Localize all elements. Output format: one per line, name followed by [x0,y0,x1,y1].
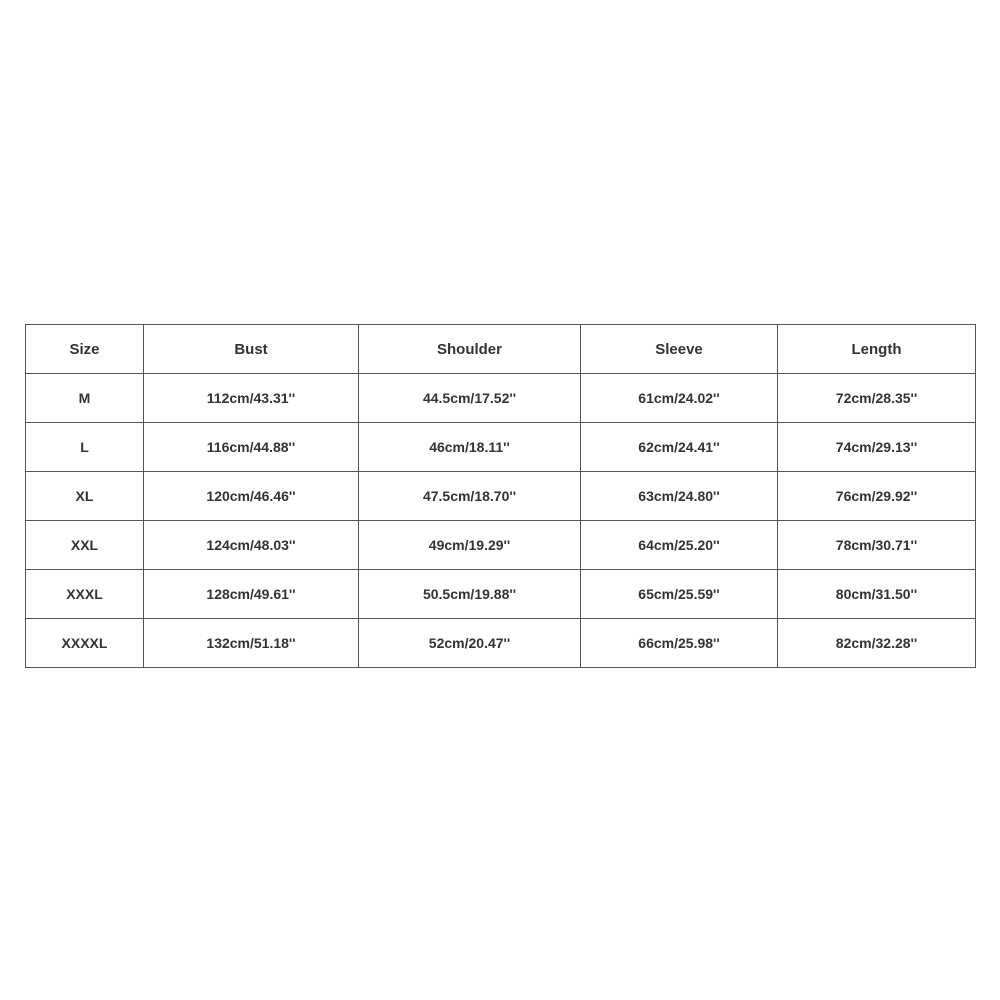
column-header-bust: Bust [144,325,359,374]
bust-cell: 116cm/44.88'' [144,423,359,472]
size-cell: XXXXL [26,619,144,668]
sleeve-cell: 65cm/25.59'' [581,570,778,619]
length-cell: 76cm/29.92'' [778,472,976,521]
size-chart-table [25,324,976,668]
shoulder-cell: 50.5cm/19.88'' [359,570,581,619]
shoulder-cell: 46cm/18.11'' [359,423,581,472]
column-header-sleeve: Sleeve [581,325,778,374]
sleeve-cell: 64cm/25.20'' [581,521,778,570]
table-body [26,374,976,668]
table-row [26,619,976,668]
size-cell: L [26,423,144,472]
table-row [26,423,976,472]
header-row [26,325,976,374]
bust-cell: 124cm/48.03'' [144,521,359,570]
length-cell: 72cm/28.35'' [778,374,976,423]
length-cell: 78cm/30.71'' [778,521,976,570]
bust-cell: 120cm/46.46'' [144,472,359,521]
shoulder-cell: 52cm/20.47'' [359,619,581,668]
column-header-size: Size [26,325,144,374]
sleeve-cell: 62cm/24.41'' [581,423,778,472]
bust-cell: 112cm/43.31'' [144,374,359,423]
bust-cell: 132cm/51.18'' [144,619,359,668]
length-cell: 74cm/29.13'' [778,423,976,472]
bust-cell: 128cm/49.61'' [144,570,359,619]
table-header [26,325,976,374]
size-cell: XXXL [26,570,144,619]
shoulder-cell: 49cm/19.29'' [359,521,581,570]
size-cell: XXL [26,521,144,570]
sleeve-cell: 61cm/24.02'' [581,374,778,423]
shoulder-cell: 47.5cm/18.70'' [359,472,581,521]
shoulder-cell: 44.5cm/17.52'' [359,374,581,423]
column-header-length: Length [778,325,976,374]
size-cell: XL [26,472,144,521]
table-row [26,521,976,570]
size-cell: M [26,374,144,423]
column-header-shoulder: Shoulder [359,325,581,374]
sleeve-cell: 66cm/25.98'' [581,619,778,668]
length-cell: 82cm/32.28'' [778,619,976,668]
sleeve-cell: 63cm/24.80'' [581,472,778,521]
table-row [26,570,976,619]
table-row [26,472,976,521]
table-row [26,374,976,423]
length-cell: 80cm/31.50'' [778,570,976,619]
